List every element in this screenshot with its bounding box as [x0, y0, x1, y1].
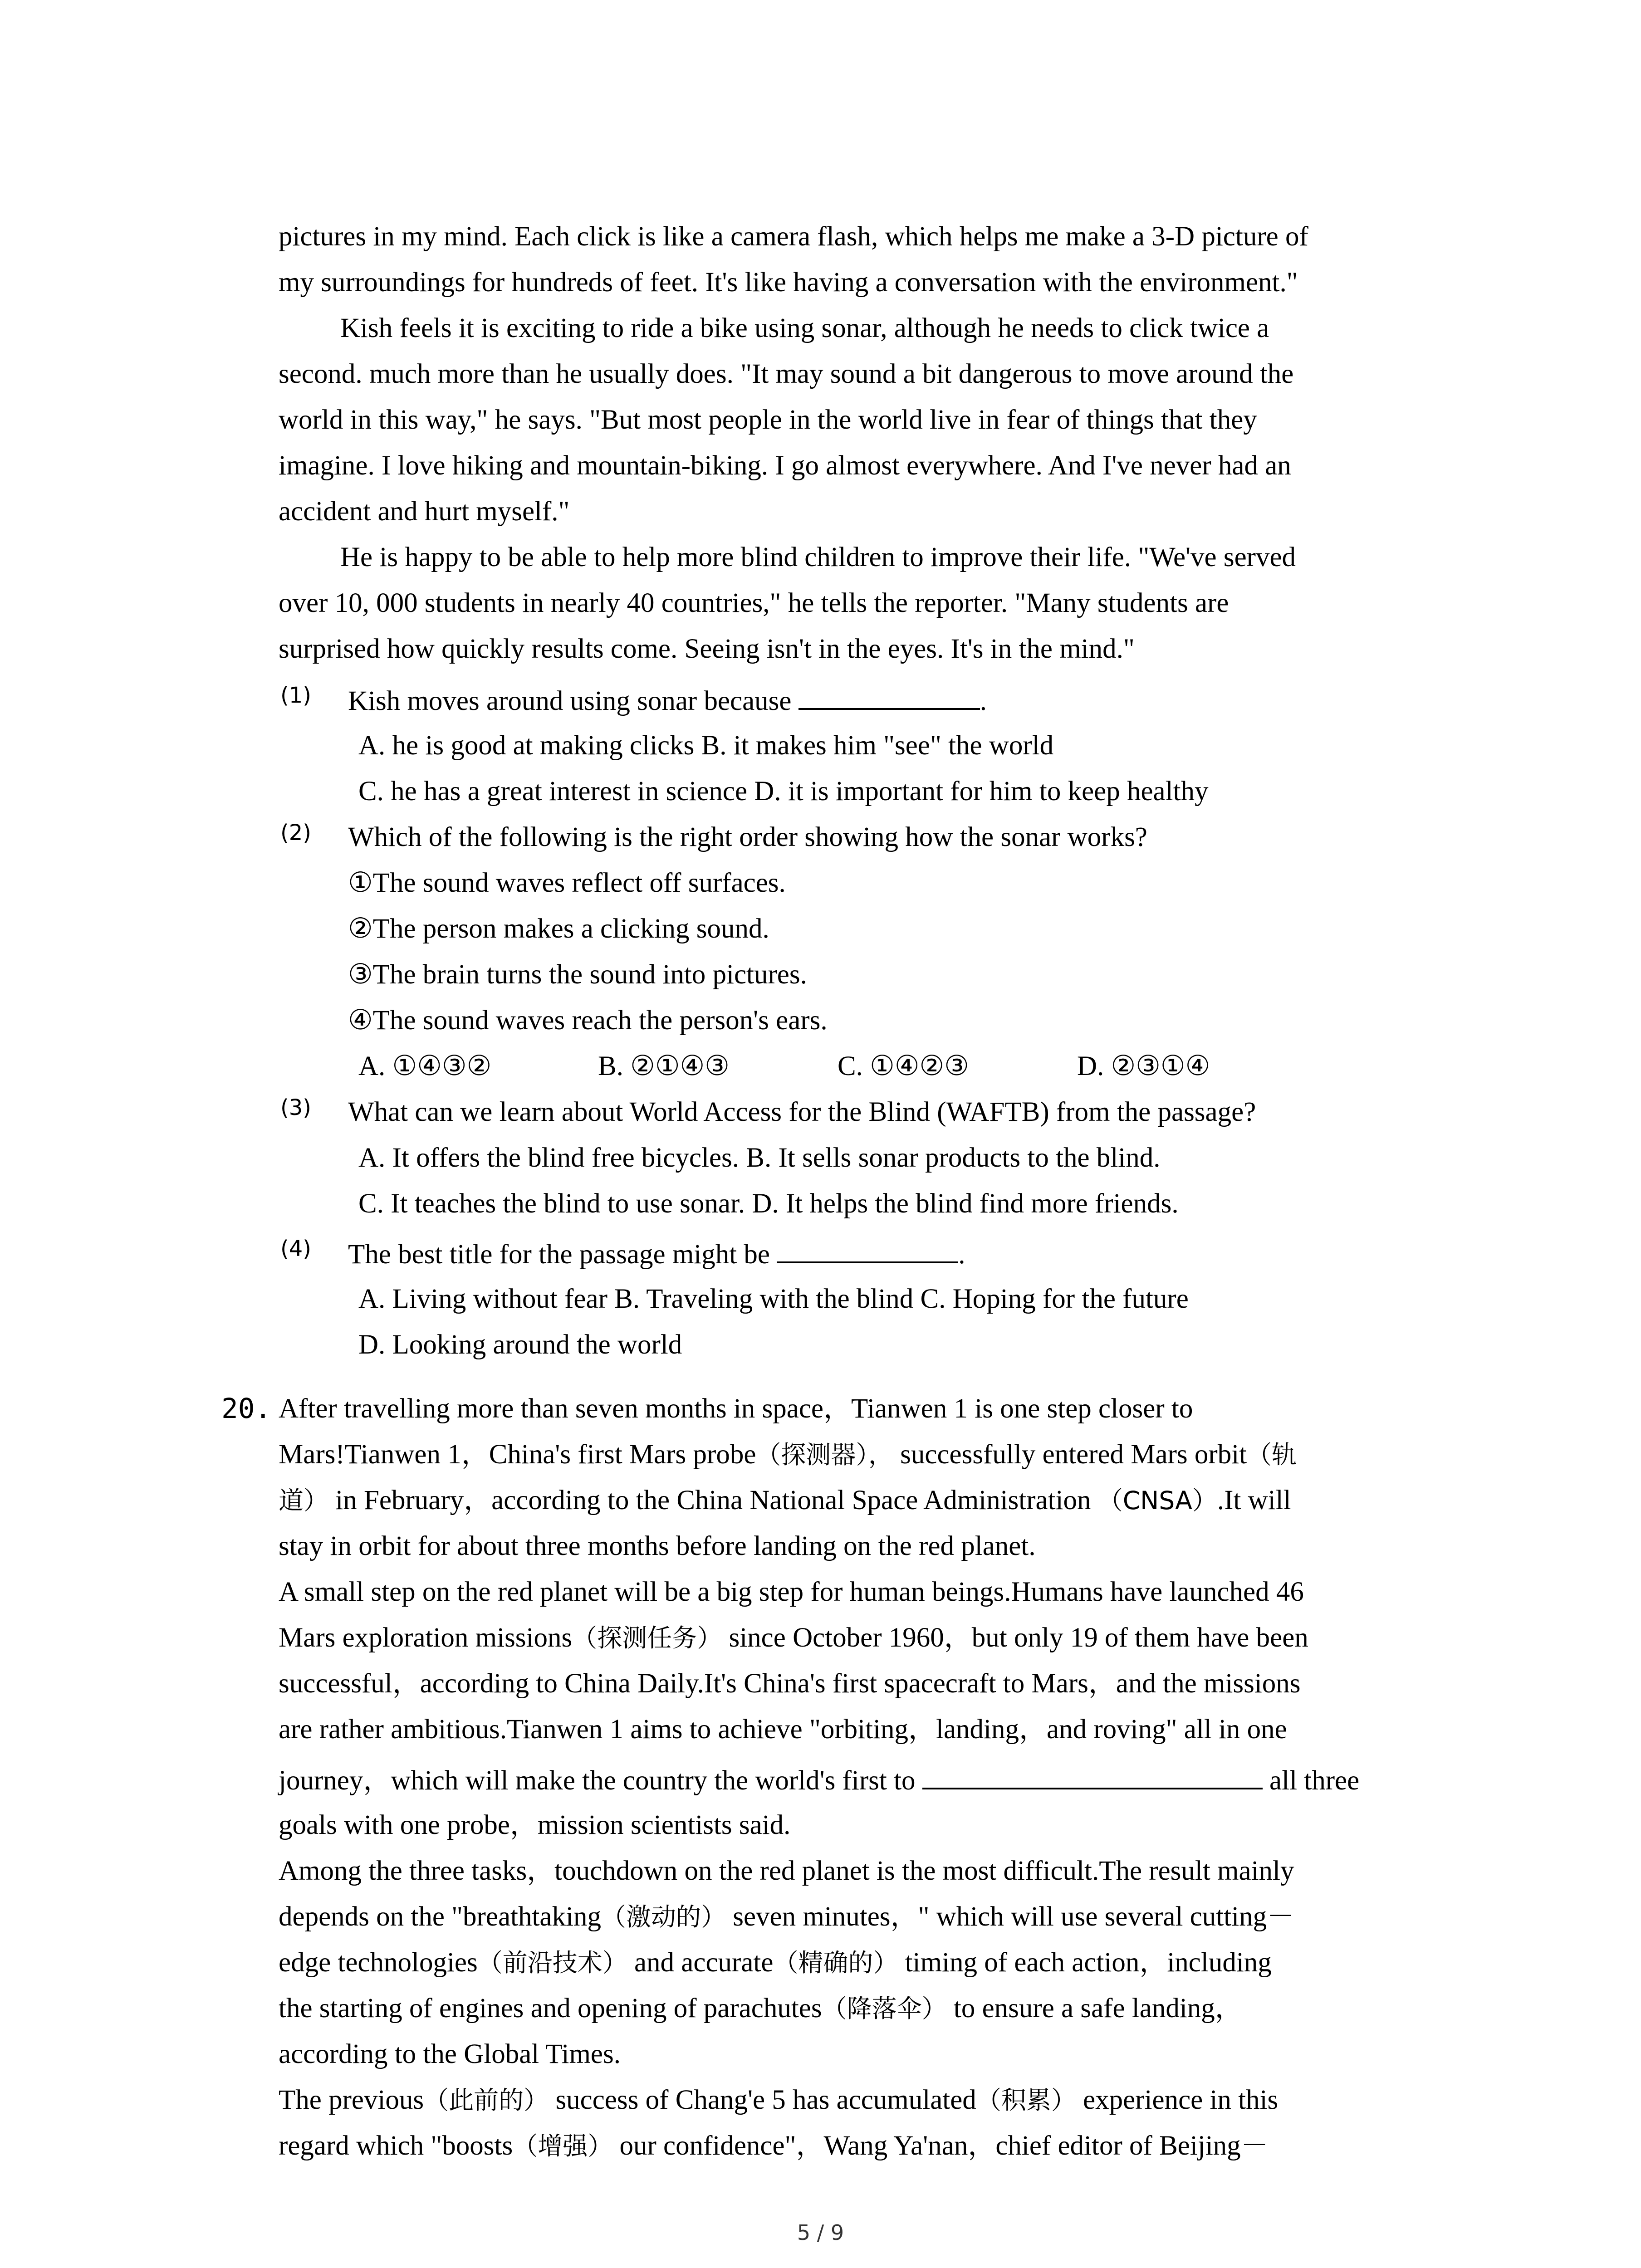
chinese-gloss: （探测器），: [756, 1440, 893, 1469]
option-a: A. ①④③②: [358, 1051, 492, 1081]
passage-line: [279, 1762, 1359, 1798]
passage-text: seven minutes，" which will use several cutting－: [725, 1901, 1295, 1932]
chinese-gloss: （探测任务）: [572, 1623, 722, 1652]
passage-text: Mars exploration missions: [279, 1623, 573, 1653]
chinese-gloss: （CNSA）: [1097, 1486, 1217, 1515]
passage-text: experience in this: [1076, 2085, 1279, 2115]
passage-line: [279, 1945, 1272, 1980]
passage-line: He is happy to be able to help more blind children to improve their life. "We've served: [340, 542, 1296, 572]
answer-blank[interactable]: [798, 683, 980, 710]
option-line: A. It offers the blind free bicycles. B. It sells sonar products to the blind.: [358, 1143, 1161, 1173]
question-number: (3): [280, 1095, 311, 1120]
passage-line: are rather ambitious.Tianwen 1 aims to achieve "orbiting，landing，and roving" all in one: [279, 1714, 1287, 1745]
question-stem-text: Kish moves around using sonar because: [348, 686, 792, 716]
passage-line: over 10, 000 students in nearly 40 countries," he tells the reporter. "Many students are: [279, 588, 1229, 618]
passage-text: since October 1960，but only 19 of them have been: [722, 1623, 1308, 1653]
passage-line: accident and hurt myself.": [279, 496, 570, 527]
question-number-20: 20.: [221, 1393, 272, 1425]
chinese-gloss: （降落伞）: [822, 1994, 947, 2023]
question-number: (4): [280, 1236, 311, 1261]
chinese-gloss: （精确的）: [773, 1948, 898, 1977]
option-c: C. ①④②③: [838, 1051, 969, 1081]
answer-blank[interactable]: [922, 1762, 1263, 1789]
passage-line: A small step on the red planet will be a big step for human beings.Humans have launched 46: [279, 1577, 1304, 1607]
passage-line: second. much more than he usually does. "It may sound a bit dangerous to move around the: [279, 359, 1294, 389]
option-line: D. Looking around the world: [358, 1330, 682, 1360]
passage-text: in February，according to the China National Space Administration: [328, 1485, 1098, 1515]
passage-line: surprised how quickly results come. Seeing isn't in the eyes. It's in the mind.": [279, 634, 1135, 664]
passage-text: all three: [1269, 1765, 1360, 1796]
passage-line: [279, 1621, 1308, 1655]
question-stem: Which of the following is the right order showing how the sonar works?: [348, 822, 1147, 852]
passage-line: imagine. I love hiking and mountain-biking. I go almost everywhere. And I've never had an: [279, 450, 1291, 481]
option-line: A. Living without fear B. Traveling with the blind C. Hoping for the future: [358, 1284, 1189, 1314]
passage-line: [279, 2083, 1278, 2117]
passage-line: [279, 1437, 1297, 1472]
step-line: ④The sound waves reach the person's ears.: [348, 1005, 828, 1036]
passage-text: Mars!Tianwen 1，China's first Mars probe: [279, 1439, 756, 1470]
passage-line: world in this way," he says. "But most people in the world live in fear of things that they: [279, 405, 1257, 435]
chinese-gloss: 道）: [279, 1486, 329, 1515]
passage-text: our confidence"，Wang Ya'nan，chief editor of Beijing－: [612, 2131, 1269, 2161]
answer-blank[interactable]: [777, 1236, 958, 1263]
passage-line: Kish feels it is exciting to ride a bike using sonar, although he needs to click twice a: [340, 313, 1269, 343]
option-line: C. It teaches the blind to use sonar. D. It helps the blind find more friends.: [358, 1188, 1179, 1219]
passage-text: depends on the "breathtaking: [279, 1901, 601, 1932]
passage-line: goals with one probe，mission scientists said.: [279, 1810, 791, 1840]
passage-line: pictures in my mind. Each click is like a camera flash, which helps me make a 3-D picture of: [279, 221, 1308, 252]
passage-line: Among the three tasks，touchdown on the red planet is the most difficult.The result mainly: [279, 1856, 1294, 1886]
passage-text: edge technologies: [279, 1947, 478, 1978]
step-line: ①The sound waves reflect off surfaces.: [348, 868, 786, 898]
question-stem-end: .: [980, 686, 987, 716]
option-d: D. ②③①④: [1077, 1051, 1210, 1081]
option-b: B. ②①④③: [598, 1051, 730, 1081]
passage-text: timing of each action，including: [898, 1947, 1272, 1978]
passage-text: regard which "boosts: [279, 2131, 513, 2161]
passage-text: journey，which will make the country the world's first to: [279, 1765, 916, 1796]
passage-text: the starting of engines and opening of parachutes: [279, 1993, 822, 2024]
page-number: 5 / 9: [797, 2220, 844, 2245]
question-number: (2): [280, 820, 311, 846]
chinese-gloss: （增强）: [513, 2131, 613, 2160]
step-line: ③The brain turns the sound into pictures.: [348, 959, 807, 990]
option-line: C. he has a great interest in science D. it is important for him to keep healthy: [358, 776, 1209, 807]
passage-line: [279, 2129, 1269, 2163]
passage-line: stay in orbit for about three months before landing on the red planet.: [279, 1531, 1036, 1561]
passage-line: [279, 1991, 1243, 2026]
passage-text: successfully entered Mars orbit: [893, 1439, 1247, 1470]
chinese-gloss: （轨: [1247, 1440, 1297, 1469]
passage-text: The previous: [279, 2085, 424, 2115]
chinese-gloss: （积累）: [976, 2086, 1076, 2115]
question-stem: What can we learn about World Access for the Blind (WAFTB) from the passage?: [348, 1097, 1256, 1127]
passage-line: successful，according to China Daily.It's China's first spacecraft to Mars，and the missions: [279, 1668, 1301, 1699]
chinese-gloss: （此前的）: [424, 2086, 549, 2115]
passage-line: After travelling more than seven months in space，Tianwen 1 is one step closer to: [279, 1393, 1193, 1424]
question-stem: [348, 1236, 965, 1272]
passage-line: my surroundings for hundreds of feet. It's like having a conversation with the environment.": [279, 267, 1298, 298]
question-stem: [348, 683, 987, 719]
passage-text: success of Chang'e 5 has accumulated: [549, 2085, 976, 2115]
question-number: (1): [280, 683, 311, 708]
passage-line: [279, 1900, 1294, 1934]
question-stem-text: The best title for the passage might be: [348, 1239, 770, 1270]
question-stem-end: .: [958, 1239, 965, 1270]
option-line: A. he is good at making clicks B. it makes him "see" the world: [358, 730, 1054, 761]
chinese-gloss: （激动的）: [601, 1902, 726, 1931]
step-line: ②The person makes a clicking sound.: [348, 914, 769, 944]
passage-line: according to the Global Times.: [279, 2039, 621, 2069]
chinese-gloss: （前沿技术）: [477, 1948, 627, 1977]
passage-text: .It will: [1217, 1485, 1291, 1515]
passage-text: to ensure a safe landing，: [946, 1993, 1243, 2024]
passage-text: and accurate: [627, 1947, 774, 1978]
passage-line: [279, 1483, 1291, 1518]
